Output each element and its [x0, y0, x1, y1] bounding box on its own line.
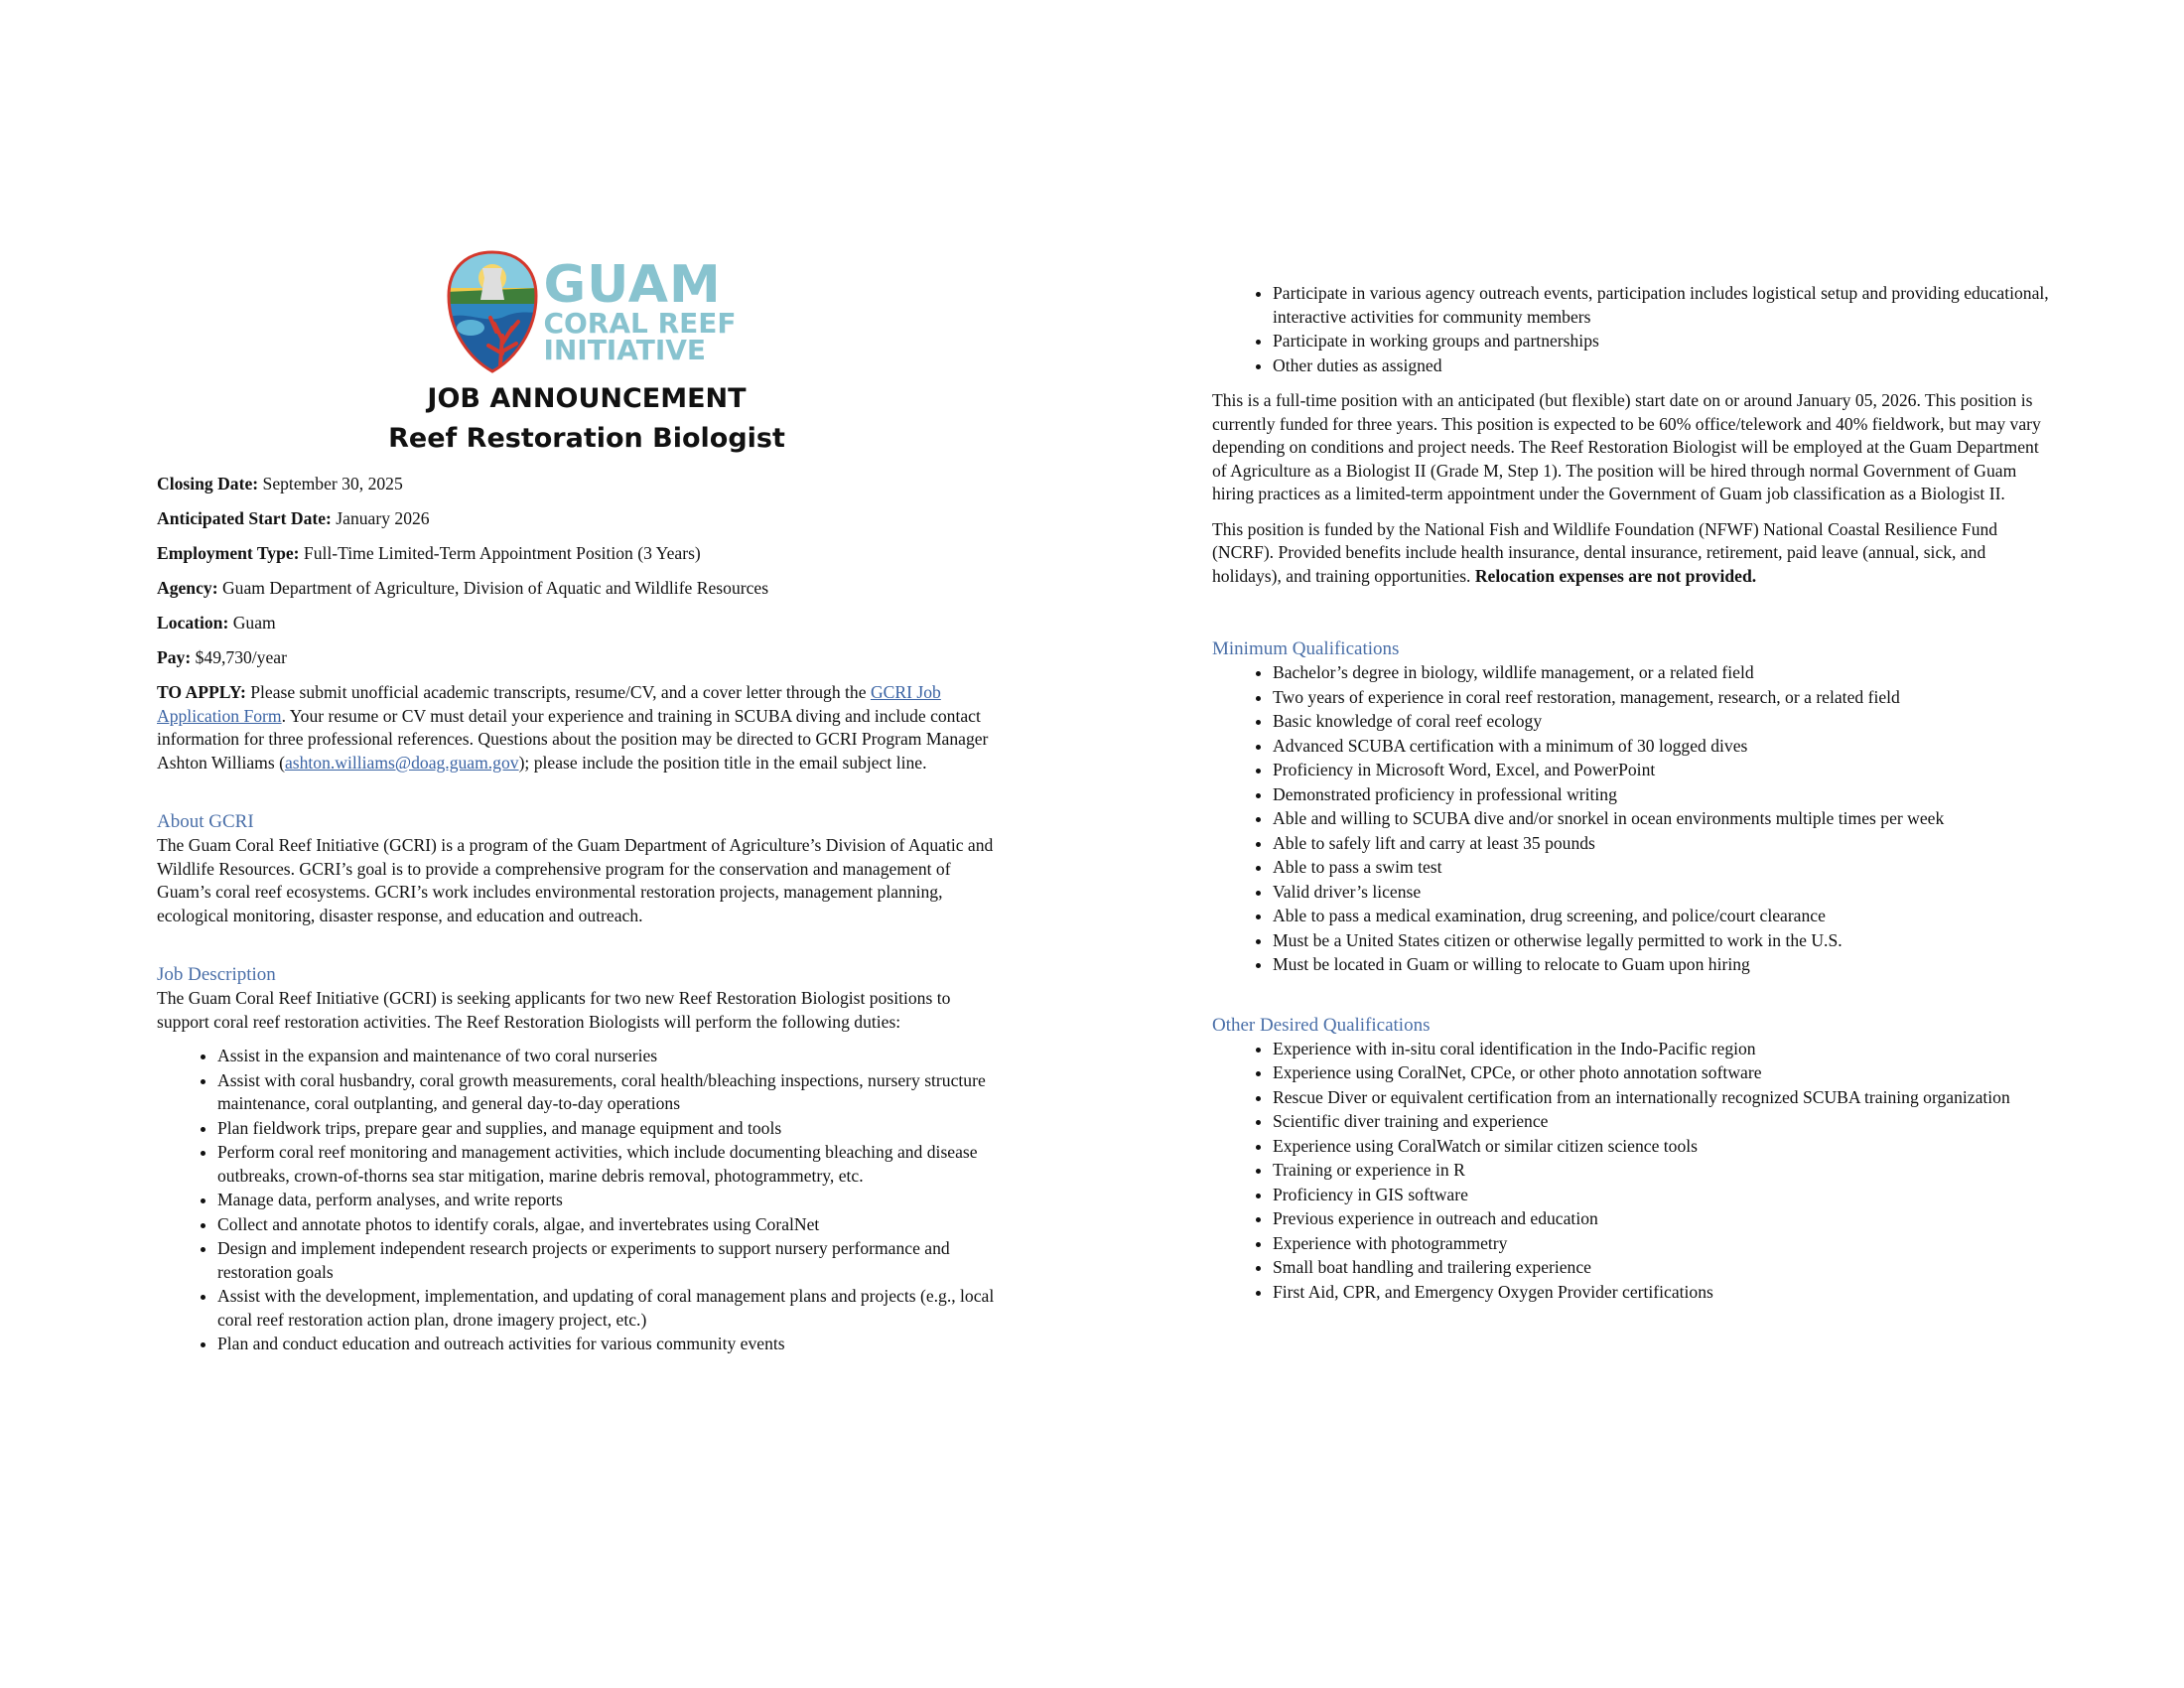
list-item: • Collect and annotate photos to identify corals, algae, and invertebrates using CoralNet: [217, 1213, 995, 1237]
list-item: • Proficiency in GIS software: [1273, 1184, 2056, 1207]
about-heading: About GCRI: [157, 811, 254, 832]
application-form-link[interactable]: GCRI Job Application Form: [157, 682, 941, 726]
list-item: • Plan fieldwork trips, prepare gear and supplies, and manage equipment and tools: [217, 1117, 995, 1141]
list-item: • Previous experience in outreach and education: [1273, 1207, 2056, 1231]
about-text: The Guam Coral Reef Initiative (GCRI) is a program of the Guam Department of Agriculture’s Division of Aquatic and Wildlife Resources. GCRI’s goal is to provide a comprehensive program for the conservation and management of Guam’s coral reef ecosystems. GCRI’s work includes environmental restoration projects, management planning, ecological monitoring, disaster response, and education and outreach.: [157, 835, 994, 925]
duties-continued-list: [1212, 282, 2056, 377]
list-item: • Assist with coral husbandry, coral growth measurements, coral health/bleaching inspections, nursery structure maintenance, coral outplanting, and general day-to-day operations: [217, 1069, 995, 1116]
logo: [189, 248, 995, 375]
list-item: • Basic knowledge of coral reef ecology: [1273, 710, 2056, 734]
coral-reef-emblem-icon: [447, 248, 538, 375]
list-item: • Advanced SCUBA certification with a minimum of 30 logged dives: [1273, 735, 2056, 759]
list-item: • Experience using CoralNet, CPCe, or other photo annotation software: [1273, 1061, 2056, 1085]
list-item: • Able to pass a medical examination, drug screening, and police/court clearance: [1273, 905, 2056, 928]
logo-wordmark: [543, 255, 737, 366]
list-item: • Assist in the expansion and maintenance of two coral nurseries: [217, 1045, 995, 1068]
list-item: • Perform coral reef monitoring and management activities, which include documenting bleaching and disease outbreaks, crown-of-thorns sea star mitigation, marine debris removal, photogrammetry, etc.: [217, 1141, 995, 1188]
list-item: • Manage data, perform analyses, and write reports: [217, 1189, 995, 1212]
list-item: • Other duties as assigned: [1273, 354, 2056, 378]
list-item: • Participate in various agency outreach events, participation includes logistical setup and providing educational, interactive activities for community members: [1273, 282, 2056, 329]
list-item: • Must be a United States citizen or otherwise legally permitted to work in the U.S.: [1273, 929, 2056, 953]
position-title: Reef Restoration Biologist: [388, 423, 785, 454]
apply-instructions: TO APPLY: Please submit unofficial academic transcripts, resume/CV, and a cover letter through the GCRI Job Application Form. Your resume or CV must detail your experience and training in SCUBA diving and include contact information for three professional references. Questions about the position may be directed to GCRI Program Manager Ashton Williams (ashton.williams@doag.guam.gov); please include the position title in the email subject line.: [157, 682, 989, 773]
list-item: • Plan and conduct education and outreach activities for various community events: [217, 1333, 995, 1356]
list-item: • Able to safely lift and carry at least 35 pounds: [1273, 832, 2056, 856]
pay: Pay: $49,730/year: [157, 647, 287, 667]
right-page: [1212, 282, 2056, 1305]
list-item: • Able to pass a swim test: [1273, 856, 2056, 880]
desired-qualifications-heading: Other Desired Qualifications: [1212, 1014, 1431, 1036]
list-item: • Must be located in Guam or willing to relocate to Guam upon hiring: [1273, 953, 2056, 977]
list-item: • Experience with in-situ coral identification in the Indo-Pacific region: [1273, 1038, 2056, 1061]
minimum-qualifications-heading: Minimum Qualifications: [1212, 638, 1400, 659]
relocation-note: Relocation expenses are not provided.: [1474, 565, 1757, 586]
minimum-qualifications-list: [1212, 661, 2056, 977]
list-item: • Rescue Diver or equivalent certification from an internationally recognized SCUBA training organization: [1273, 1086, 2056, 1110]
funding-details: This position is funded by the National Fish and Wildlife Foundation (NFWF) National Coastal Resilience Fund (NCRF). Provided benefits include health insurance, dental insurance, retirement, paid leave (annual, sick, and holidays), and training opportunities. Relocation expenses are not provided.: [1212, 518, 1998, 586]
list-item: • Bachelor’s degree in biology, wildlife management, or a related field: [1273, 661, 2056, 685]
list-item: • First Aid, CPR, and Emergency Oxygen Provider certifications: [1273, 1281, 2056, 1305]
list-item: • Small boat handling and trailering experience: [1273, 1256, 2056, 1280]
list-item: • Experience with photogrammetry: [1273, 1232, 2056, 1256]
desired-qualifications-list: [1212, 1038, 2056, 1305]
employment-type: Employment Type: Full-Time Limited-Term Appointment Position (3 Years): [157, 543, 701, 563]
list-item: • Training or experience in R: [1273, 1159, 2056, 1183]
job-intro: The Guam Coral Reef Initiative (GCRI) is seeking applicants for two new Reef Restoration Biologist positions to support coral reef restoration activities. The Reef Restoration Biologists will perform the following duties:: [157, 988, 951, 1032]
location: Location: Guam: [157, 613, 276, 633]
closing-date: Closing Date: September 30, 2025: [157, 474, 403, 493]
list-item: • Assist with the development, implementation, and updating of coral management plans and projects (e.g., local coral reef restoration action plan, drone imagery project, etc.): [217, 1285, 995, 1332]
start-date: Anticipated Start Date: January 2026: [157, 508, 430, 528]
announcement-title: JOB ANNOUNCEMENT: [427, 383, 747, 414]
logo-line-1: GUAM: [543, 255, 722, 315]
duties-list: [157, 1045, 995, 1356]
list-item: • Proficiency in Microsoft Word, Excel, and PowerPoint: [1273, 759, 2056, 782]
list-item: • Valid driver’s license: [1273, 881, 2056, 905]
position-details: This is a full-time position with an anticipated (but flexible) start date on or around January 05, 2026. This position is currently funded for three years. This position is expected to be 60% office/telework and 40% fieldwork, but may vary depending on conditions and project needs. The Reef Restoration Biologist will be employed at the Guam Department of Agriculture as a Biologist II (Grade M, Step 1). The position will be hired through normal Government of Guam hiring practices as a limited-term appointment under the Government of Guam job classification as a Biologist II.: [1212, 390, 2041, 503]
list-item: • Able and willing to SCUBA dive and/or snorkel in ocean environments multiple times per week: [1273, 807, 2056, 831]
logo-line-3: INITIATIVE: [543, 334, 707, 366]
agency: Agency: Guam Department of Agriculture, Division of Aquatic and Wildlife Resources: [157, 578, 769, 598]
logo-line-2: CORAL REEF: [543, 307, 737, 340]
list-item: • Design and implement independent research projects or experiments to support nursery performance and restoration goals: [217, 1237, 995, 1284]
list-item: • Demonstrated proficiency in professional writing: [1273, 783, 2056, 807]
list-item: • Scientific diver training and experience: [1273, 1110, 2056, 1134]
left-page: [157, 248, 995, 1357]
list-item: • Experience using CoralWatch or similar citizen science tools: [1273, 1135, 2056, 1159]
list-item: • Two years of experience in coral reef restoration, management, research, or a related field: [1273, 686, 2056, 710]
list-item: • Participate in working groups and partnerships: [1273, 330, 2056, 353]
job-description-heading: Job Description: [157, 964, 276, 985]
contact-email-link[interactable]: ashton.williams@doag.guam.gov: [284, 752, 519, 773]
